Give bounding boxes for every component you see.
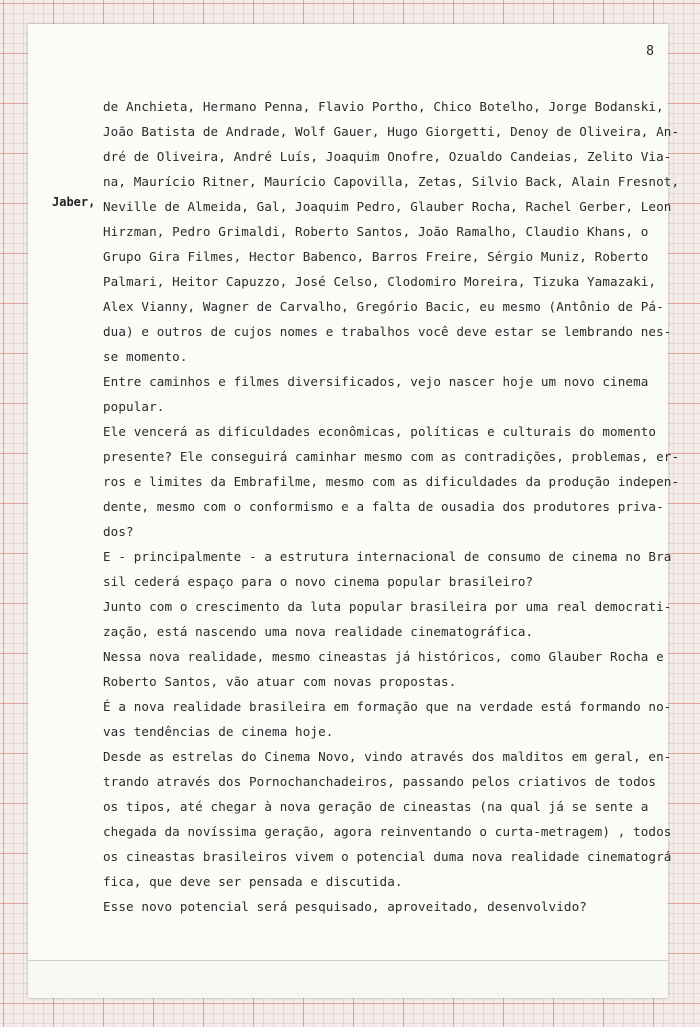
typed-text <box>103 94 680 919</box>
text-line: Alex Vianny, Wagner de Carvalho, Gregório Bacic, eu mesmo (Antônio de Pá- <box>103 299 664 314</box>
text-line: Desde as estrelas do Cinema Novo, vindo através dos malditos em geral, en- <box>103 749 672 764</box>
page-number: 8 <box>646 44 654 59</box>
text-line: vas tendências de cinema hoje. <box>103 724 334 739</box>
text-line: Junto com o crescimento da luta popular brasileira por uma real democrati- <box>103 599 672 614</box>
text-line: dente, mesmo com o conformismo e a falta de ousadia dos produtores priva- <box>103 499 664 514</box>
text-line: dré de Oliveira, André Luís, Joaquim Onofre, Ozualdo Candeias, Zelito Via- <box>103 149 672 164</box>
text-line: dua) e outros de cujos nomes e trabalhos você deve estar se lembrando nes- <box>103 324 672 339</box>
document-page <box>28 24 680 998</box>
text-line: trando através dos Pornochanchadeiros, passando pelos criativos de todos <box>103 774 657 789</box>
text-line: Nessa nova realidade, mesmo cineastas já históricos, como Glauber Rocha e <box>103 649 664 664</box>
text-line: E - principalmente - a estrutura internacional de consumo de cinema no Bra <box>103 549 672 564</box>
text-line: chegada da novíssima geração, agora reinventando o curta-metragem) , todos <box>103 824 672 839</box>
text-line: presente? Ele conseguirá caminhar mesmo com as contradições, problemas, er- <box>103 449 680 464</box>
text-line: João Batista de Andrade, Wolf Gauer, Hugo Giorgetti, Denoy de Oliveira, An- <box>103 124 680 139</box>
text-line: fica, que deve ser pensada e discutida. <box>103 874 403 889</box>
text-line: É a nova realidade brasileira em formação que na verdade está formando no- <box>103 699 672 714</box>
margin-note: Jaber, <box>52 195 96 209</box>
text-line: na, Maurício Ritner, Maurício Capovilla, Zetas, Silvio Back, Alain Fresnot, <box>103 174 680 189</box>
text-line: Roberto Santos, vão atuar com novas propostas. <box>103 674 457 689</box>
text-line: zação, está nascendo uma nova realidade cinematográfica. <box>103 624 534 639</box>
text-line: Ele vencerá as dificuldades econômicas, políticas e culturais do momento <box>103 424 657 439</box>
text-line: Entre caminhos e filmes diversificados, vejo nascer hoje um novo cinema <box>103 374 649 389</box>
text-line: se momento. <box>103 349 188 364</box>
text-line: Grupo Gira Filmes, Hector Babenco, Barros Freire, Sérgio Muniz, Roberto <box>103 249 649 264</box>
text-line: ros e limites da Embrafilme, mesmo com as dificuldades da produção indepen- <box>103 474 680 489</box>
text-line: Palmari, Heitor Capuzzo, José Celso, Clodomiro Moreira, Tizuka Yamazaki, <box>103 274 657 289</box>
text-line: sil cederá espaço para o novo cinema popular brasileiro? <box>103 574 534 589</box>
text-line: Neville de Almeida, Gal, Joaquim Pedro, Glauber Rocha, Rachel Gerber, Leon <box>103 199 672 214</box>
text-line: os cineastas brasileiros vivem o potencial duma nova realidade cinematográ <box>103 849 672 864</box>
text-line: popular. <box>103 399 165 414</box>
text-line: dos? <box>103 524 134 539</box>
text-line: de Anchieta, Hermano Penna, Flavio Portho, Chico Botelho, Jorge Bodanski, <box>103 99 664 114</box>
text-line: os tipos, até chegar à nova geração de cineastas (na qual já se sente a <box>103 799 649 814</box>
text-line: Esse novo potencial será pesquisado, aproveitado, desenvolvido? <box>103 899 587 914</box>
text-line: Hirzman, Pedro Grimaldi, Roberto Santos, João Ramalho, Claudio Khans, o <box>103 224 649 239</box>
sheet-bottom-strip <box>28 960 668 998</box>
